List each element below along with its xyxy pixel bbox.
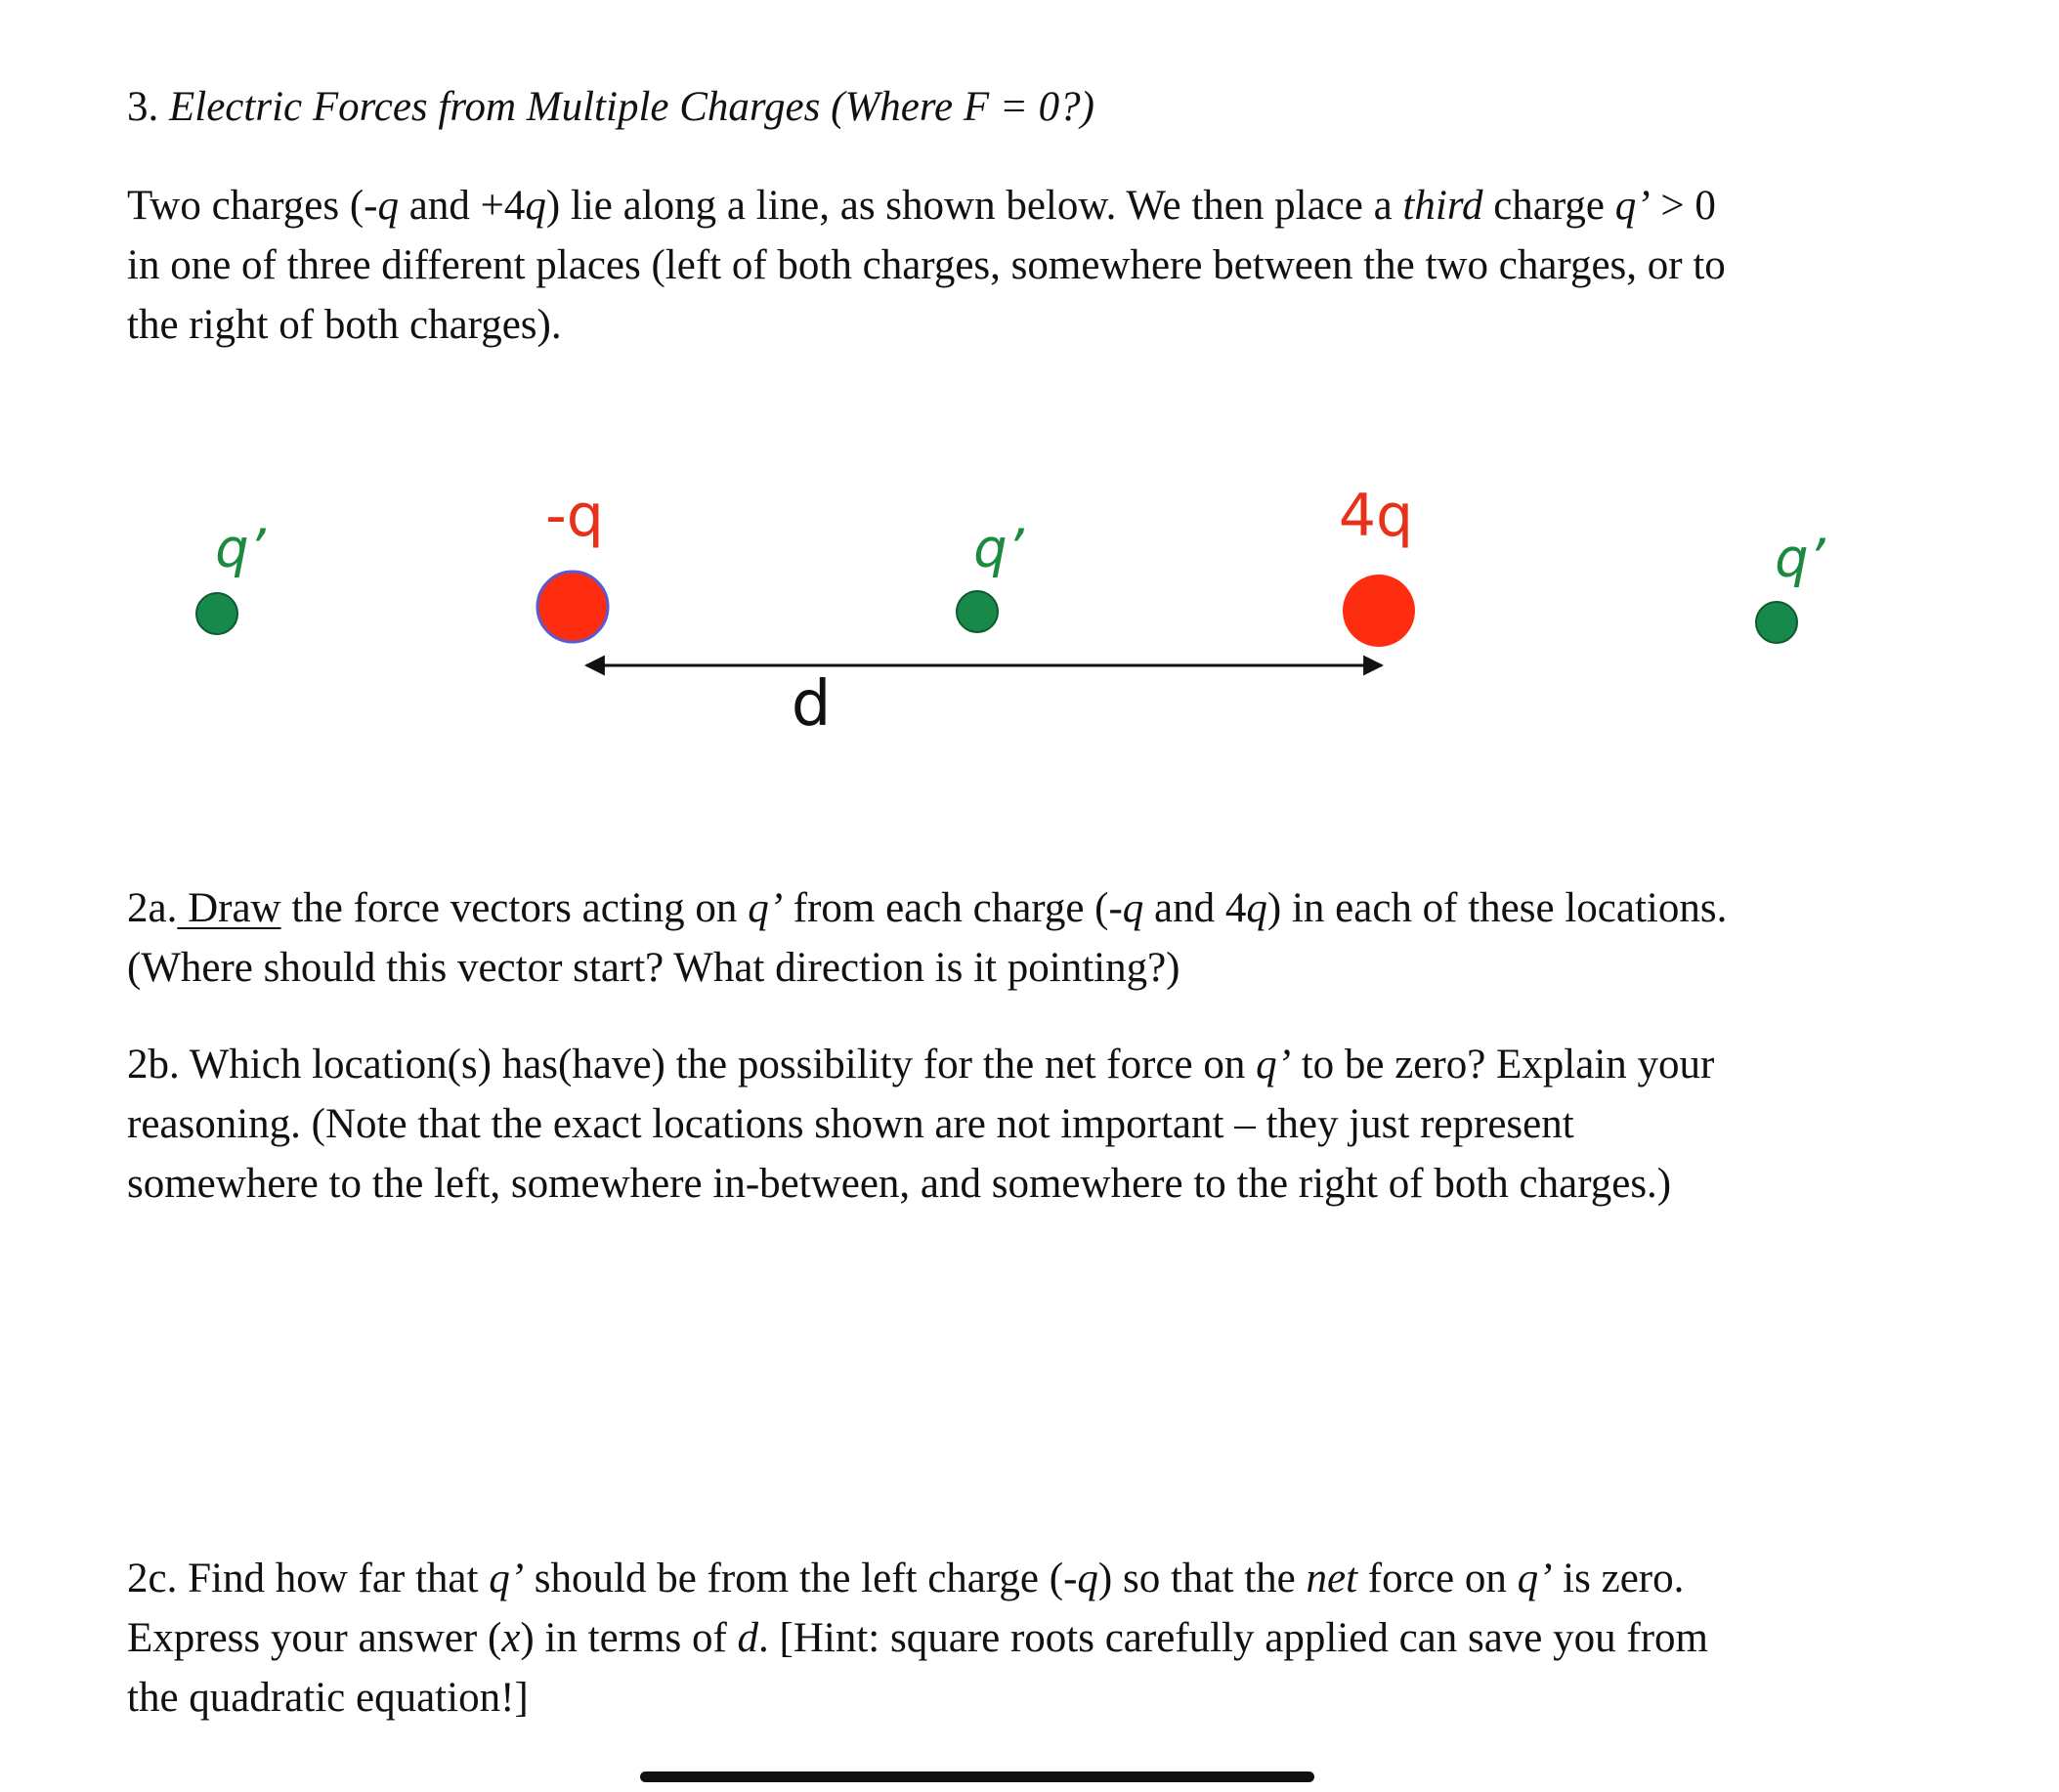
question-2b-line-3: somewhere to the left, somewhere in-between, and somewhere to the right of both charges.) — [127, 1161, 1672, 1207]
intro-line-3: the right of both charges). — [127, 302, 562, 348]
intro-line-1: Two charges (-q and +4q) lie along a line, as shown below. We then place a third charge q’ > 0 — [127, 183, 1716, 229]
distance-label: d — [791, 668, 832, 741]
intro-paragraph — [127, 176, 1906, 355]
test-charge-right — [1756, 602, 1797, 643]
question-2b — [127, 1035, 1906, 1214]
home-indicator-bar[interactable] — [640, 1771, 1314, 1782]
question-2c-line-1: 2c. Find how far that q’ should be from the left charge (-q) so that the net force on q’ is zero. — [127, 1556, 1685, 1601]
q-prime-left-label: q’ — [215, 518, 266, 579]
question-2b-line-1: 2b. Which location(s) has(have) the possibility for the net force on q’ to be zero? Explain your — [127, 1042, 1715, 1088]
test-charge-left — [196, 593, 237, 634]
problem-number: 3. — [127, 84, 159, 130]
test-charge-middle — [957, 591, 998, 632]
problem-title: Electric Forces from Multiple Charges (Where F = 0?) — [169, 84, 1094, 130]
question-2a-line-1: 2a. Draw the force vectors acting on q’ from each charge (-q and 4q) in each of these locations. — [127, 885, 1728, 931]
question-2c-line-2: Express your answer (x) in terms of d. [Hint: square roots carefully applied can save you from — [127, 1615, 1708, 1661]
positive-charge — [1343, 575, 1415, 647]
problem-heading — [127, 80, 1094, 135]
question-2a — [127, 878, 1906, 998]
question-2c — [127, 1549, 1906, 1728]
intro-line-2: in one of three different places (left of both charges, somewhere between the two charges, or to — [127, 242, 1726, 288]
negative-charge-label: -q — [545, 482, 604, 550]
question-2b-line-2: reasoning. (Note that the exact locations shown are not important – they just represent — [127, 1101, 1574, 1147]
q-prime-middle-label: q’ — [973, 518, 1024, 579]
q-prime-right-label: q’ — [1775, 528, 1825, 589]
draw-instruction: Draw — [177, 885, 281, 931]
question-2a-line-2: (Where should this vector start? What direction is it pointing?) — [127, 945, 1180, 991]
negative-charge — [537, 572, 608, 642]
question-2c-line-3: the quadratic equation!] — [127, 1675, 529, 1721]
positive-charge-label: 4q — [1338, 482, 1414, 550]
charges-diagram — [0, 469, 2059, 762]
